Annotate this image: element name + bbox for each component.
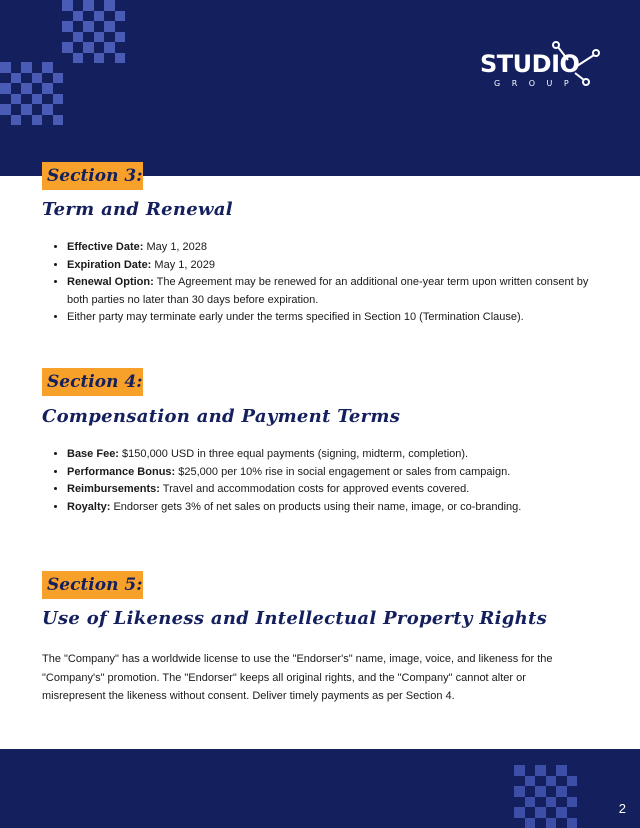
item-label: Royalty: — [67, 500, 111, 513]
section-3-list — [49, 239, 607, 327]
item-text: May 1, 2028 — [143, 241, 208, 253]
section-4-title: Compensation and Payment Terms — [42, 406, 401, 427]
page-footer — [0, 749, 640, 828]
list-item — [67, 257, 607, 275]
checker-pattern-footer — [514, 765, 577, 828]
item-text: Endorser gets 3% of net sales on products using their name, image, or co-branding. — [110, 500, 522, 513]
page-header — [0, 0, 640, 176]
item-label: Effective Date: — [67, 241, 144, 253]
list-item — [67, 274, 607, 309]
list-item — [67, 481, 607, 499]
list-item — [67, 464, 607, 482]
item-label: Expiration Date: — [67, 258, 152, 271]
checker-pattern-left — [0, 62, 63, 125]
item-label: Base Fee: — [67, 448, 119, 460]
item-label: Renewal Option: — [67, 276, 154, 289]
item-text: May 1, 2029 — [151, 258, 215, 271]
checker-pattern-top — [62, 0, 125, 63]
page-number: 2 — [618, 801, 626, 816]
section-5-title: Use of Likeness and Intellectual Property Rights — [42, 608, 548, 629]
logo-wordmark: STUDIO — [480, 50, 580, 78]
item-label: Reimbursements: — [67, 483, 160, 496]
section-5-badge: Section 5: — [42, 571, 143, 599]
item-text: Travel and accommodation costs for approved events covered. — [159, 483, 470, 496]
item-text: The Agreement may be renewed for an additional one-year term upon written consent by both parties no later than 30 days before expiration. — [67, 276, 589, 306]
item-text: $25,000 per 10% rise in social engagement or sales from campaign. — [175, 465, 511, 478]
section-3-title: Term and Renewal — [42, 199, 233, 220]
section-4-badge: Section 4: — [42, 368, 143, 396]
list-item — [67, 309, 607, 327]
studio-group-logo — [480, 40, 605, 95]
section-4-list — [49, 446, 607, 516]
list-item — [67, 499, 607, 517]
section-5-paragraph: The "Company" has a worldwide license to use the "Endorser's" name, image, voice, and likeness for the "Company's" promotion. The "Endorser" keeps all original rights, and the "Company" cannot alter or misrepresent the likeness without consent. Deliver timely payments as per Section 4. — [42, 653, 553, 702]
item-text: $150,000 USD in three equal payments (signing, midterm, completion). — [118, 448, 469, 460]
section-3-badge: Section 3: — [42, 162, 143, 190]
item-text: Either party may terminate early under the terms specified in Section 10 (Termination Clause). — [67, 311, 524, 324]
item-label: Performance Bonus: — [67, 465, 176, 478]
logo-subtitle: GROUP — [494, 79, 581, 88]
list-item — [67, 446, 607, 464]
list-item — [67, 239, 607, 257]
